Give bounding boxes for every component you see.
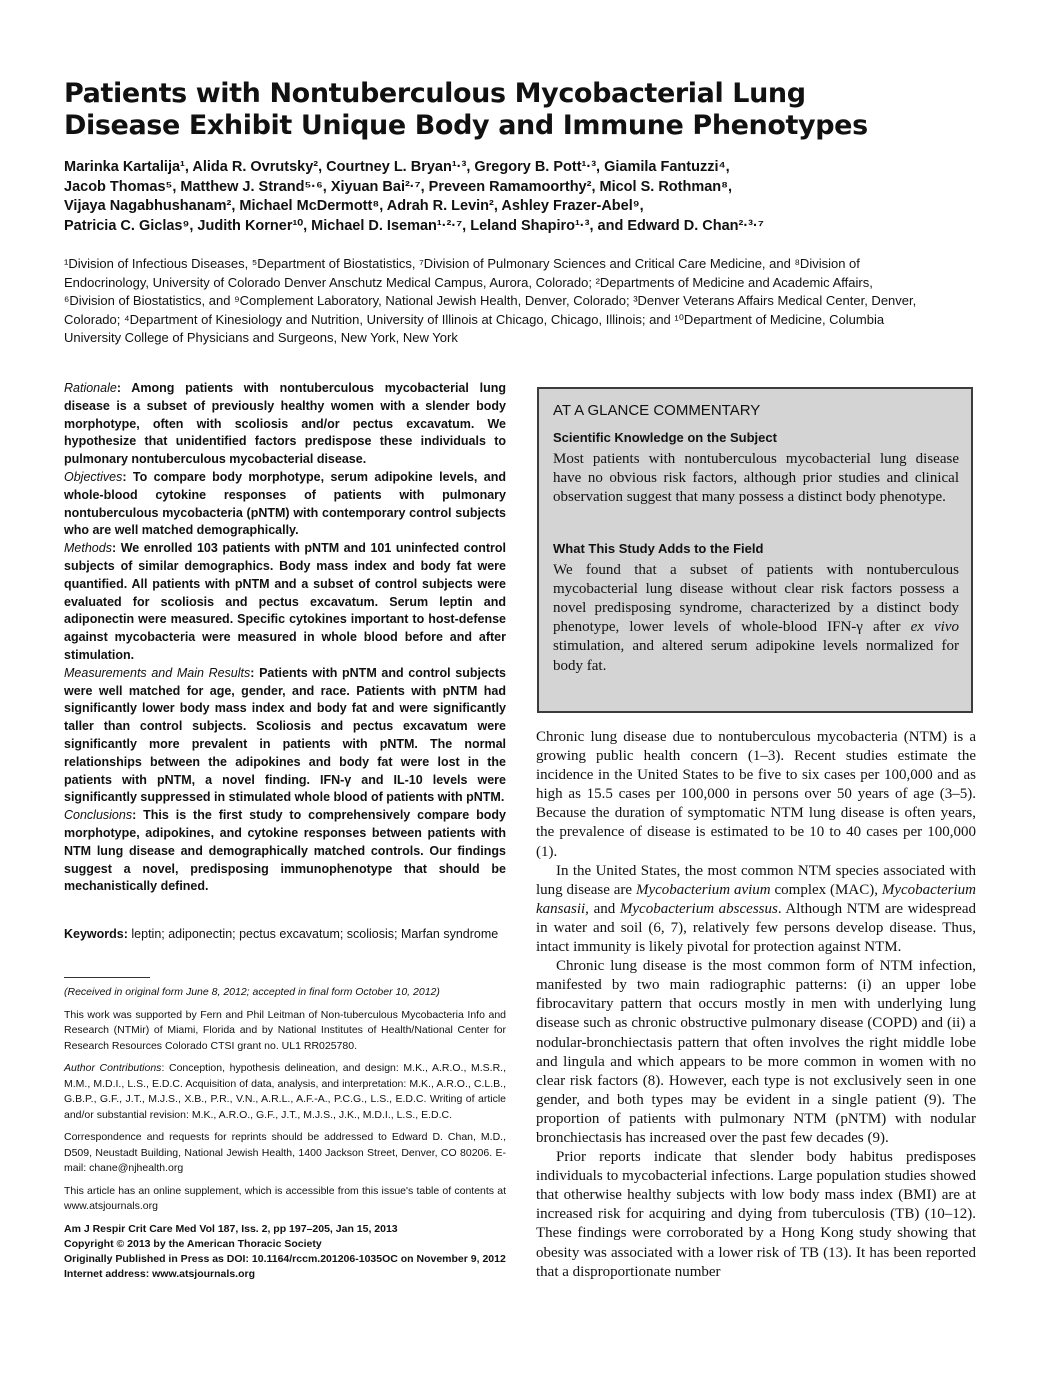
affiliation-line: Endocrinology, University of Colorado Denver Anschutz Medical Campus, Aurora, Colorado; ²Departments of Medicine and Academic Affairs, xyxy=(64,274,873,290)
publication-info xyxy=(64,1222,506,1282)
section-text: Among patients with nontuberculous mycobacterial lung disease is a subset of previously healthy women with a slender body morphotype, often with scoliosis and/or pectus excavatum. We hypothesize that unidentified factors predispose these individuals to pulmonary nontuberculous mycobacterial disease. xyxy=(64,381,506,467)
species-name: Mycobacterium abscessus xyxy=(619,900,778,917)
section-label: Rationale xyxy=(64,381,117,395)
title-line: Patients with Nontuberculous Mycobacterial Lung xyxy=(64,78,806,109)
affiliation-line: ¹Division of Infectious Diseases, ⁵Department of Biostatistics, ⁷Division of Pulmonary Sciences and Critical Care Medicine, and ⁸Division of xyxy=(64,256,860,271)
body-paragraph: Chronic lung disease is the most common form of NTM infection, manifested by two main radiographic patterns: (i) an upper lobe fibrocavitary pattern that occurs mostly in men with underlying lung disease such as chronic obstructive pulmonary disease (COPD) and (ii) a nodular-bronchiectasis pattern that often involves the right middle lobe and lingula and which appears to be more common in women with no clear risk factors (8). However, each type is not exclusively seen in one gender, and both types may be evident in a single patient (9). The proportion of patients with pulmonary NTM (pNTM) with nodular bronchiectasis has increased over the past few decades (9). xyxy=(536,958,976,1146)
contributions-label: Author Contributions xyxy=(64,1062,162,1074)
title-line: Disease Exhibit Unique Body and Immune Phenotypes xyxy=(64,110,868,141)
section-text: This is the first study to comprehensively compare body morphotype, adipokines, and cytokine responses between patients with NTM lung disease and demographically matched controls. Our findings suggest a novel, predisposing immunophenotype that should be mechanistically defined. xyxy=(64,808,507,894)
abstract-rationale: Rationale: Among patients with nontuberculous mycobacterial lung disease is a subset of previously healthy women with a slender body morphotype, often with scoliosis and/or pectus excavatum. We hypothesize that unidentified factors predispose these individuals to pulmonary nontuberculous mycobacterial disease. xyxy=(64,381,506,467)
section-text: Patients with pNTM and control subjects were well matched for age, gender, and race. Patients with pNTM had significantly lower body mass index and body fat and were significantly taller than control subjects. Scoliosis and pectus excavatum were significantly more prevalent in patients with pNTM. The normal relationships between the adipokines and body fat were lost in the patients with pNTM, a novel finding. IFN-γ and IL-10 levels were significantly suppressed in stimulated whole blood of patients with pNTM. xyxy=(64,665,506,805)
contributions-text: Conception, hypothesis delineation, and design: M.K., A.R.O., M.S.R., M.M., M.D.I., L.S., E.D.C. Acquisition of data, analysis, and interpretation: M.K., A.R.O., C.L.B., G.B.P., G.F., J.T., M.J.S., X.B., P.R., V.N., A.R.L., A.F.-A., P.C.G., L.S., E.D.C. Writing of article and/or substantial revision: M.K., A.R.O., G.F., J.T., M.J.S., J.K., M.D.I., L.S., E.D.C. xyxy=(64,1062,506,1121)
section-label: Methods xyxy=(64,541,112,556)
affiliation-line: Colorado; ⁴Department of Kinesiology and Nutrition, University of Illinois at Chicago, Chicago, Illinois; and ¹⁰Department of Medicine, Columbia xyxy=(64,311,885,327)
journal-citation: Am J Respir Crit Care Med Vol 187, Iss. 2, pp 197–205, Jan 15, 2013 xyxy=(64,1222,398,1235)
glance-subheading: Scientific Knowledge on the Subject xyxy=(553,430,777,445)
copyright-line: Copyright © 2013 by the American Thoracic Society xyxy=(64,1237,322,1250)
text-run: We found that a subset of patients with nontuberculous mycobacterial lung disease without clear risk factors possess a novel predisposing syndrome, characterized by a distinct body phenotype, lower levels of whole-blood IFN-γ after xyxy=(553,561,959,636)
supplement-note: This article has an online supplement, which is accessible from this issue's table of contents at www.atsjournals.org xyxy=(64,1184,506,1212)
italic-term: ex vivo xyxy=(910,619,959,636)
footnote-divider xyxy=(64,977,150,978)
text-run: . Although NTM are widespread in water and soil (6, 7), relatively few persons develop disease. Thus, intact immunity is likely pivotal for protection against NTM. xyxy=(536,900,976,956)
glance-title: AT A GLANCE COMMENTARY xyxy=(553,402,761,419)
species-name: Mycobacterium kansasii xyxy=(536,881,976,917)
affiliations xyxy=(64,255,984,348)
internet-address: Internet address: www.atsjournals.org xyxy=(64,1267,255,1280)
glance-text: Most patients with nontuberculous mycobacterial lung disease have no obvious risk factors, although prior studies and clinical observation suggest that many possess a distinct body phenotype. xyxy=(553,451,959,506)
body-paragraph xyxy=(536,862,976,957)
funding-note: This work was supported by Fern and Phil Leitman of Non-tuberculous Mycobacteria Info and Research (NTMir) of Miami, Florida and by National Institutes of Health/National Center for Research Resources Colorado CTSI grant no. UL1 RR025780. xyxy=(64,1008,506,1052)
affiliation-line: ⁶Division of Biostatistics, and ⁹Complement Laboratory, National Jewish Health, Denver, Colorado; ³Denver Veterans Affairs Medical Center, Denver, xyxy=(64,293,917,308)
keywords-text: leptin; adiponectin; pectus excavatum; scoliosis; Marfan syndrome xyxy=(131,927,499,941)
contributions-note: Author Contributions: Conception, hypothesis delineation, and design: M.K., A.R.O., M.S.R., M.M., M.D.I., L.S., E.D.C. Acquisition of data, analysis, and interpretation: M.K., A.R.O., C.L.B., G.B.P., G.F., J.T., M.J.S., X.B., P.R., V.N., A.R.L., A.F.-A., P.C.G., L.S., E.D.C. Writing of article and/or substantial revision: M.K., A.R.O., G.F., J.T., M.J.S., J.K., M.D.I., L.S., E.D.C. xyxy=(64,1062,506,1121)
correspondence-note: Correspondence and requests for reprints should be addressed to Edward D. Chan, M.D., D509, Neustadt Building, National Jewish Health, 1400 Jackson Street, Denver, CO 80206. E-mail: chane@njhealth.org xyxy=(64,1131,506,1174)
abstract-conclusions: Conclusions: This is the first study to comprehensively compare body morphotype, adipokines, and cytokine responses between patients with NTM lung disease and demographically matched controls. Our findings suggest a novel, predisposing immunophenotype that should be mechanistically defined. xyxy=(64,808,507,894)
received-note: (Received in original form June 8, 2012; accepted in final form October 10, 2012) xyxy=(64,986,440,998)
author-line: Jacob Thomas⁵, Matthew J. Strand⁵·⁶, Xiyuan Bai²·⁷, Preveen Ramamoorthy², Micol S. Rothman⁸, xyxy=(64,178,733,195)
section-label: Conclusions xyxy=(64,808,133,823)
section-text: We enrolled 103 patients with pNTM and 101 uninfected control subjects of similar demographics. Body mass index and body fat were quantified. All patients with pNTM and a subset of control subjects were evaluated for scoliosis and pectus excavatum. Serum leptin and adiponectin were measured. Specific cytokines important to host-defense against mycobacteria were measured in whole blood before and after stimulation. xyxy=(64,541,506,662)
body-paragraph: Prior reports indicate that slender body habitus predisposes individuals to mycobacterial infections. Large population studies showed that otherwise healthy subjects with low body mass index (BMI) are at increased risk for acquiring and dying from tuberculosis (TB) (10–12). These findings were corroborated by a Hong Kong study showing that obesity was associated with a lower risk of TB (13). It has been reported that a disproportionate number xyxy=(536,1149,976,1280)
body-paragraph: Chronic lung disease due to nontuberculous mycobacteria (NTM) is a growing public health concern (1–3). Recent studies estimate the incidence in the United States to be five to six cases per 100,000 and as high as 15.5 cases per 100,000 in persons over 50 years of age (3–5). Because the duration of symptomatic NTM lung disease is often years, the prevalence of disease is estimated to be 10 to 40 cases per 100,000 (1). xyxy=(536,729,976,860)
text-run: In the United States, the most common NTM species associated with lung disease are xyxy=(536,862,976,898)
section-label: Objectives xyxy=(64,469,123,484)
body-text xyxy=(536,728,976,1282)
affiliation-line: University College of Physicians and Surgeons, New York, New York xyxy=(64,330,458,345)
text-run: , and xyxy=(585,900,620,917)
section-label: Measurements and Main Results xyxy=(64,665,251,680)
author-line: Patricia C. Giclas⁹, Judith Korner¹⁰, Michael D. Iseman¹·²·⁷, Leland Shapiro¹·³, and Edward D. Chan²·³·⁷ xyxy=(64,217,764,234)
article-title xyxy=(64,78,984,142)
text-run: complex (MAC), xyxy=(770,881,882,898)
footnotes xyxy=(64,985,506,1282)
glance-subheading: What This Study Adds to the Field xyxy=(553,540,764,556)
section-text: To compare body morphotype, serum adipokine levels, and whole-blood cytokine responses of patients with pulmonary nontuberculous mycobacteria (pNTM) with contemporary control subjects who are well matched demographically. xyxy=(64,469,506,538)
keywords xyxy=(64,926,506,944)
abstract-objectives: Objectives: To compare body morphotype, serum adipokine levels, and whole-blood cytokine responses of patients with pulmonary nontuberculous mycobacteria (pNTM) with contemporary control subjects who are well matched demographically. xyxy=(64,469,506,538)
abstract-results: Measurements and Main Results: Patients with pNTM and control subjects were well matched for age, gender, and race. Patients with pNTM had significantly lower body mass index and body fat and were significantly taller than control subjects. Scoliosis and pectus excavatum were significantly more prevalent in patients with pNTM. The normal relationships between the adipokines and body fat were lost in the patients with pNTM, a novel finding. IFN-γ and IL-10 levels were significantly suppressed in stimulated whole blood of patients with pNTM. xyxy=(64,665,506,805)
author-list xyxy=(64,158,984,236)
glance-text xyxy=(553,561,959,676)
glance-spacer xyxy=(553,508,959,530)
keywords-label: Keywords: xyxy=(64,927,128,941)
author-line: Marinka Kartalija¹, Alida R. Ovrutsky², Courtney L. Bryan¹·³, Gregory B. Pott¹·³, Giamila Fantuzzi⁴, xyxy=(64,159,730,175)
abstract-methods: Methods: We enrolled 103 patients with pNTM and 101 uninfected control subjects of similar demographics. Body mass index and body fat were quantified. All patients with pNTM and a subset of control subjects were evaluated for scoliosis and pectus excavatum. Serum leptin and adiponectin were measured. Specific cytokines important to host-defense against mycobacteria were measured in whole blood before and after stimulation. xyxy=(64,541,506,662)
glance-commentary-box xyxy=(537,387,973,713)
abstract xyxy=(64,380,506,896)
species-name: Mycobacterium avium xyxy=(635,881,771,898)
doi-line: Originally Published in Press as DOI: 10.1164/rccm.201206-1035OC on November 9, 2012 xyxy=(64,1252,506,1265)
text-run: stimulation, and altered serum adipokine levels normalized for body fat. xyxy=(553,638,959,674)
author-line: Vijaya Nagabhushanam², Michael McDermott⁸, Adrah R. Levin², Ashley Frazer-Abel⁹, xyxy=(64,198,644,214)
